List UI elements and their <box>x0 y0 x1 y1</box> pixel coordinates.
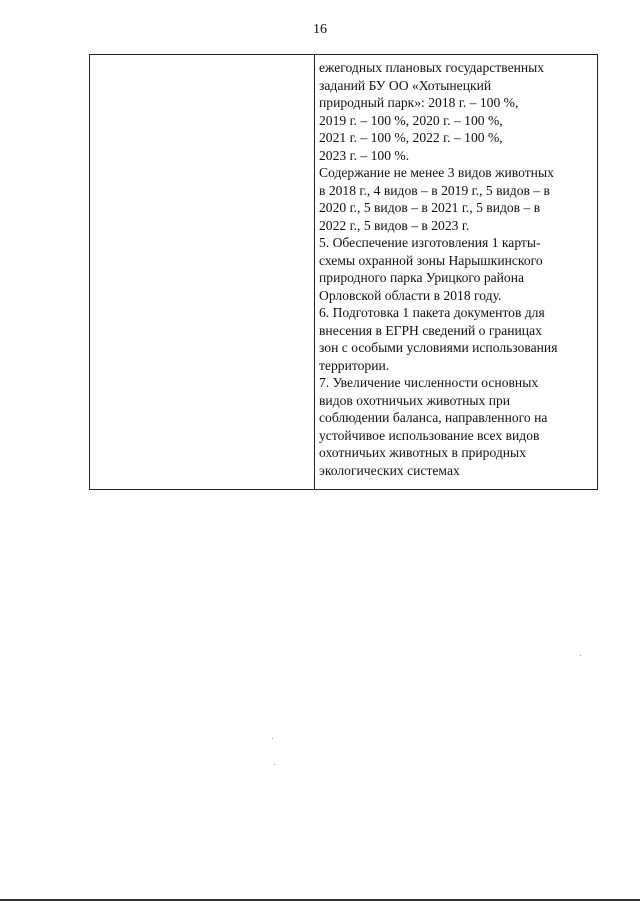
cell-text-line: в 2018 г., 4 видов – в 2019 г., 5 видов – в <box>319 182 550 198</box>
cell-text-line: экологических системах <box>319 462 460 478</box>
cell-text-line: ежегодных плановых государственных <box>319 60 545 75</box>
page-bottom-rule <box>0 899 640 901</box>
cell-text-line: 2023 г. – 100 %. <box>319 147 410 163</box>
scan-speck <box>272 738 273 739</box>
scan-speck <box>274 764 275 765</box>
cell-text-line: соблюдении баланса, направленного на <box>319 410 548 425</box>
cell-text-line: 6. Подготовка 1 пакета документов для <box>319 305 545 320</box>
cell-text-line: 7. Увеличение численности основных <box>319 375 539 390</box>
cell-text-line: территории. <box>319 357 390 373</box>
cell-text-line: 2021 г. – 100 %, 2022 г. – 100 %, <box>319 130 503 145</box>
cell-text-line: 2020 г., 5 видов – в 2021 г., 5 видов – в <box>319 200 541 215</box>
cell-text-line: 2022 г., 5 видов – в 2023 г. <box>319 217 470 233</box>
document-table <box>89 54 598 490</box>
cell-text-line: охотничьих животных в природных <box>319 445 526 460</box>
cell-text-line: внесения в ЕГРН сведений о границах <box>319 322 542 338</box>
cell-text-line: видов охотничьих животных при <box>319 392 511 408</box>
cell-text-line: природного парка Урицкого района <box>319 270 525 285</box>
table-left-cell <box>90 55 315 489</box>
cell-text-line: устойчивое использование всех видов <box>319 427 540 443</box>
cell-text-line: заданий БУ ОО «Хотынецкий <box>319 77 492 93</box>
cell-text-line: Орловской области в 2018 году. <box>319 287 502 303</box>
cell-text-line: схемы охранной зоны Нарышкинского <box>319 252 543 268</box>
scan-speck <box>580 655 581 656</box>
cell-text-line: 2019 г. – 100 %, 2020 г. – 100 %, <box>319 112 503 128</box>
table-right-cell <box>315 55 597 489</box>
cell-text-line: зон с особыми условиями использования <box>319 340 558 355</box>
cell-text-line: 5. Обеспечение изготовления 1 карты- <box>319 235 541 250</box>
cell-text-line: природный парк»: 2018 г. – 100 %, <box>319 95 519 110</box>
page-number: 16 <box>313 22 327 37</box>
cell-text-line: Содержание не менее 3 видов животных <box>319 165 554 180</box>
